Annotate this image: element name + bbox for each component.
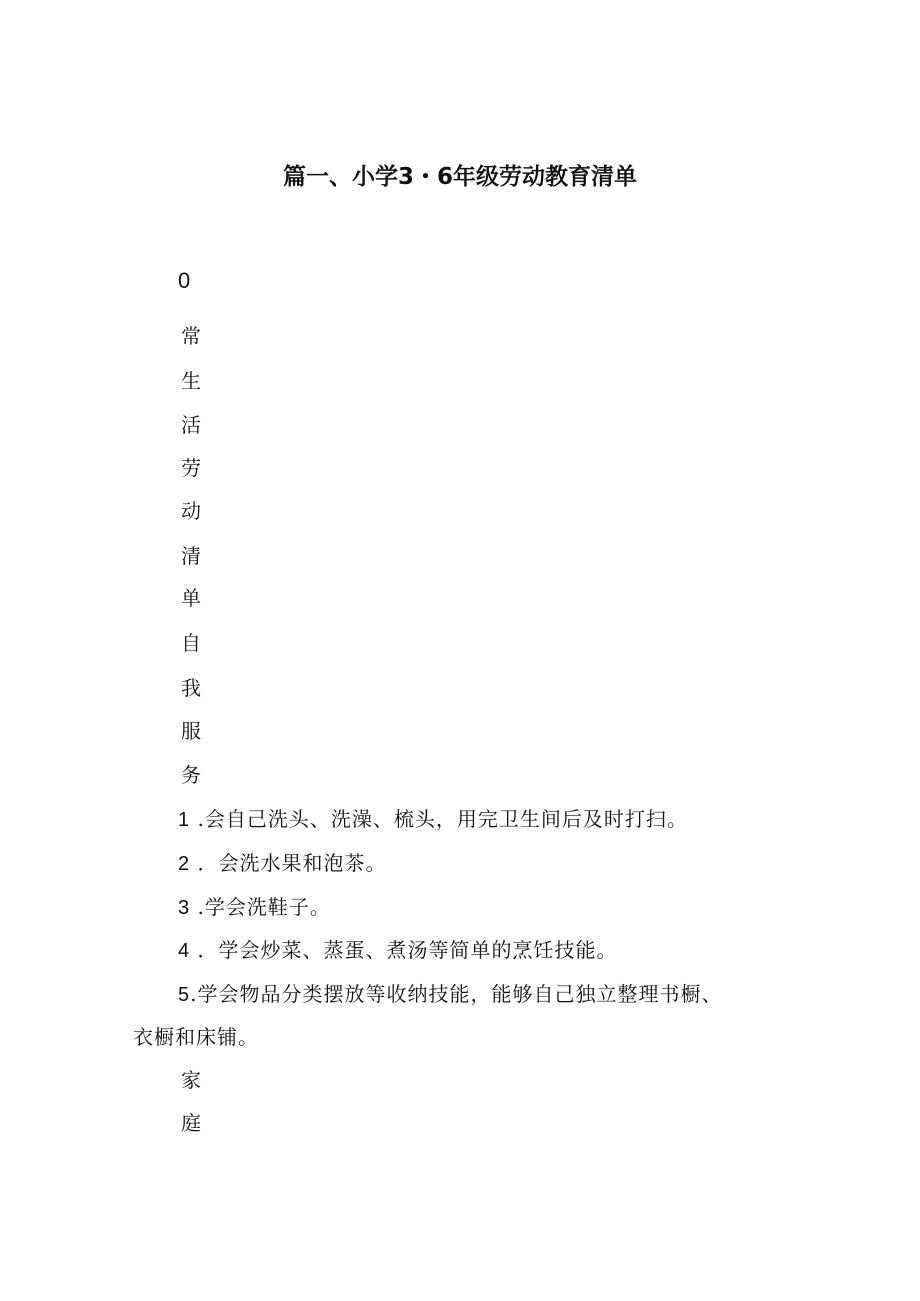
list-item-number: 1: [178, 809, 191, 831]
list-item-text: ．会洗水果和泡茶。: [190, 851, 387, 875]
vertical-heading-char: 家: [181, 1068, 201, 1092]
vertical-heading-char: 单: [181, 586, 201, 610]
vertical-heading-char: 自: [181, 631, 201, 655]
list-item-number: 2: [178, 853, 191, 875]
list-item-number: 3: [178, 897, 191, 919]
vertical-heading-char: 务: [181, 763, 201, 787]
list-item-number: 5: [178, 984, 191, 1006]
section-number: 0: [178, 268, 191, 293]
list-item-number: 4: [178, 940, 191, 962]
list-item-text: .会自己洗头、洗澡、梳头，用完卫生间后及时打扫。: [190, 807, 688, 831]
vertical-heading-char: 生: [181, 369, 201, 393]
vertical-heading-char: 常: [181, 324, 201, 348]
list-item-text: .学会物品分类摆放等收纳技能，能够自己独立整理书橱、: [190, 982, 723, 1006]
list-item: [178, 981, 722, 1008]
vertical-heading-char: 我: [181, 676, 201, 700]
vertical-heading-char: 清: [181, 544, 201, 568]
list-item: [178, 850, 386, 877]
list-item: [178, 894, 331, 921]
vertical-heading-char: 动: [181, 499, 201, 523]
page-title: 篇一、小学3・6年级劳动教育清单: [282, 164, 637, 190]
list-item-continuation: 衣橱和床铺。: [133, 1025, 259, 1049]
list-item-text: .学会洗鞋子。: [190, 895, 331, 919]
vertical-heading-char: 劳: [181, 456, 201, 480]
vertical-heading-char: 庭: [181, 1111, 201, 1135]
list-item-text: ．学会炒菜、蒸蛋、煮汤等简单的烹饪技能。: [190, 938, 618, 962]
list-item: [178, 806, 688, 833]
vertical-heading-char: 服: [181, 719, 201, 743]
vertical-heading-char: 活: [181, 413, 201, 437]
list-item: [178, 937, 617, 964]
